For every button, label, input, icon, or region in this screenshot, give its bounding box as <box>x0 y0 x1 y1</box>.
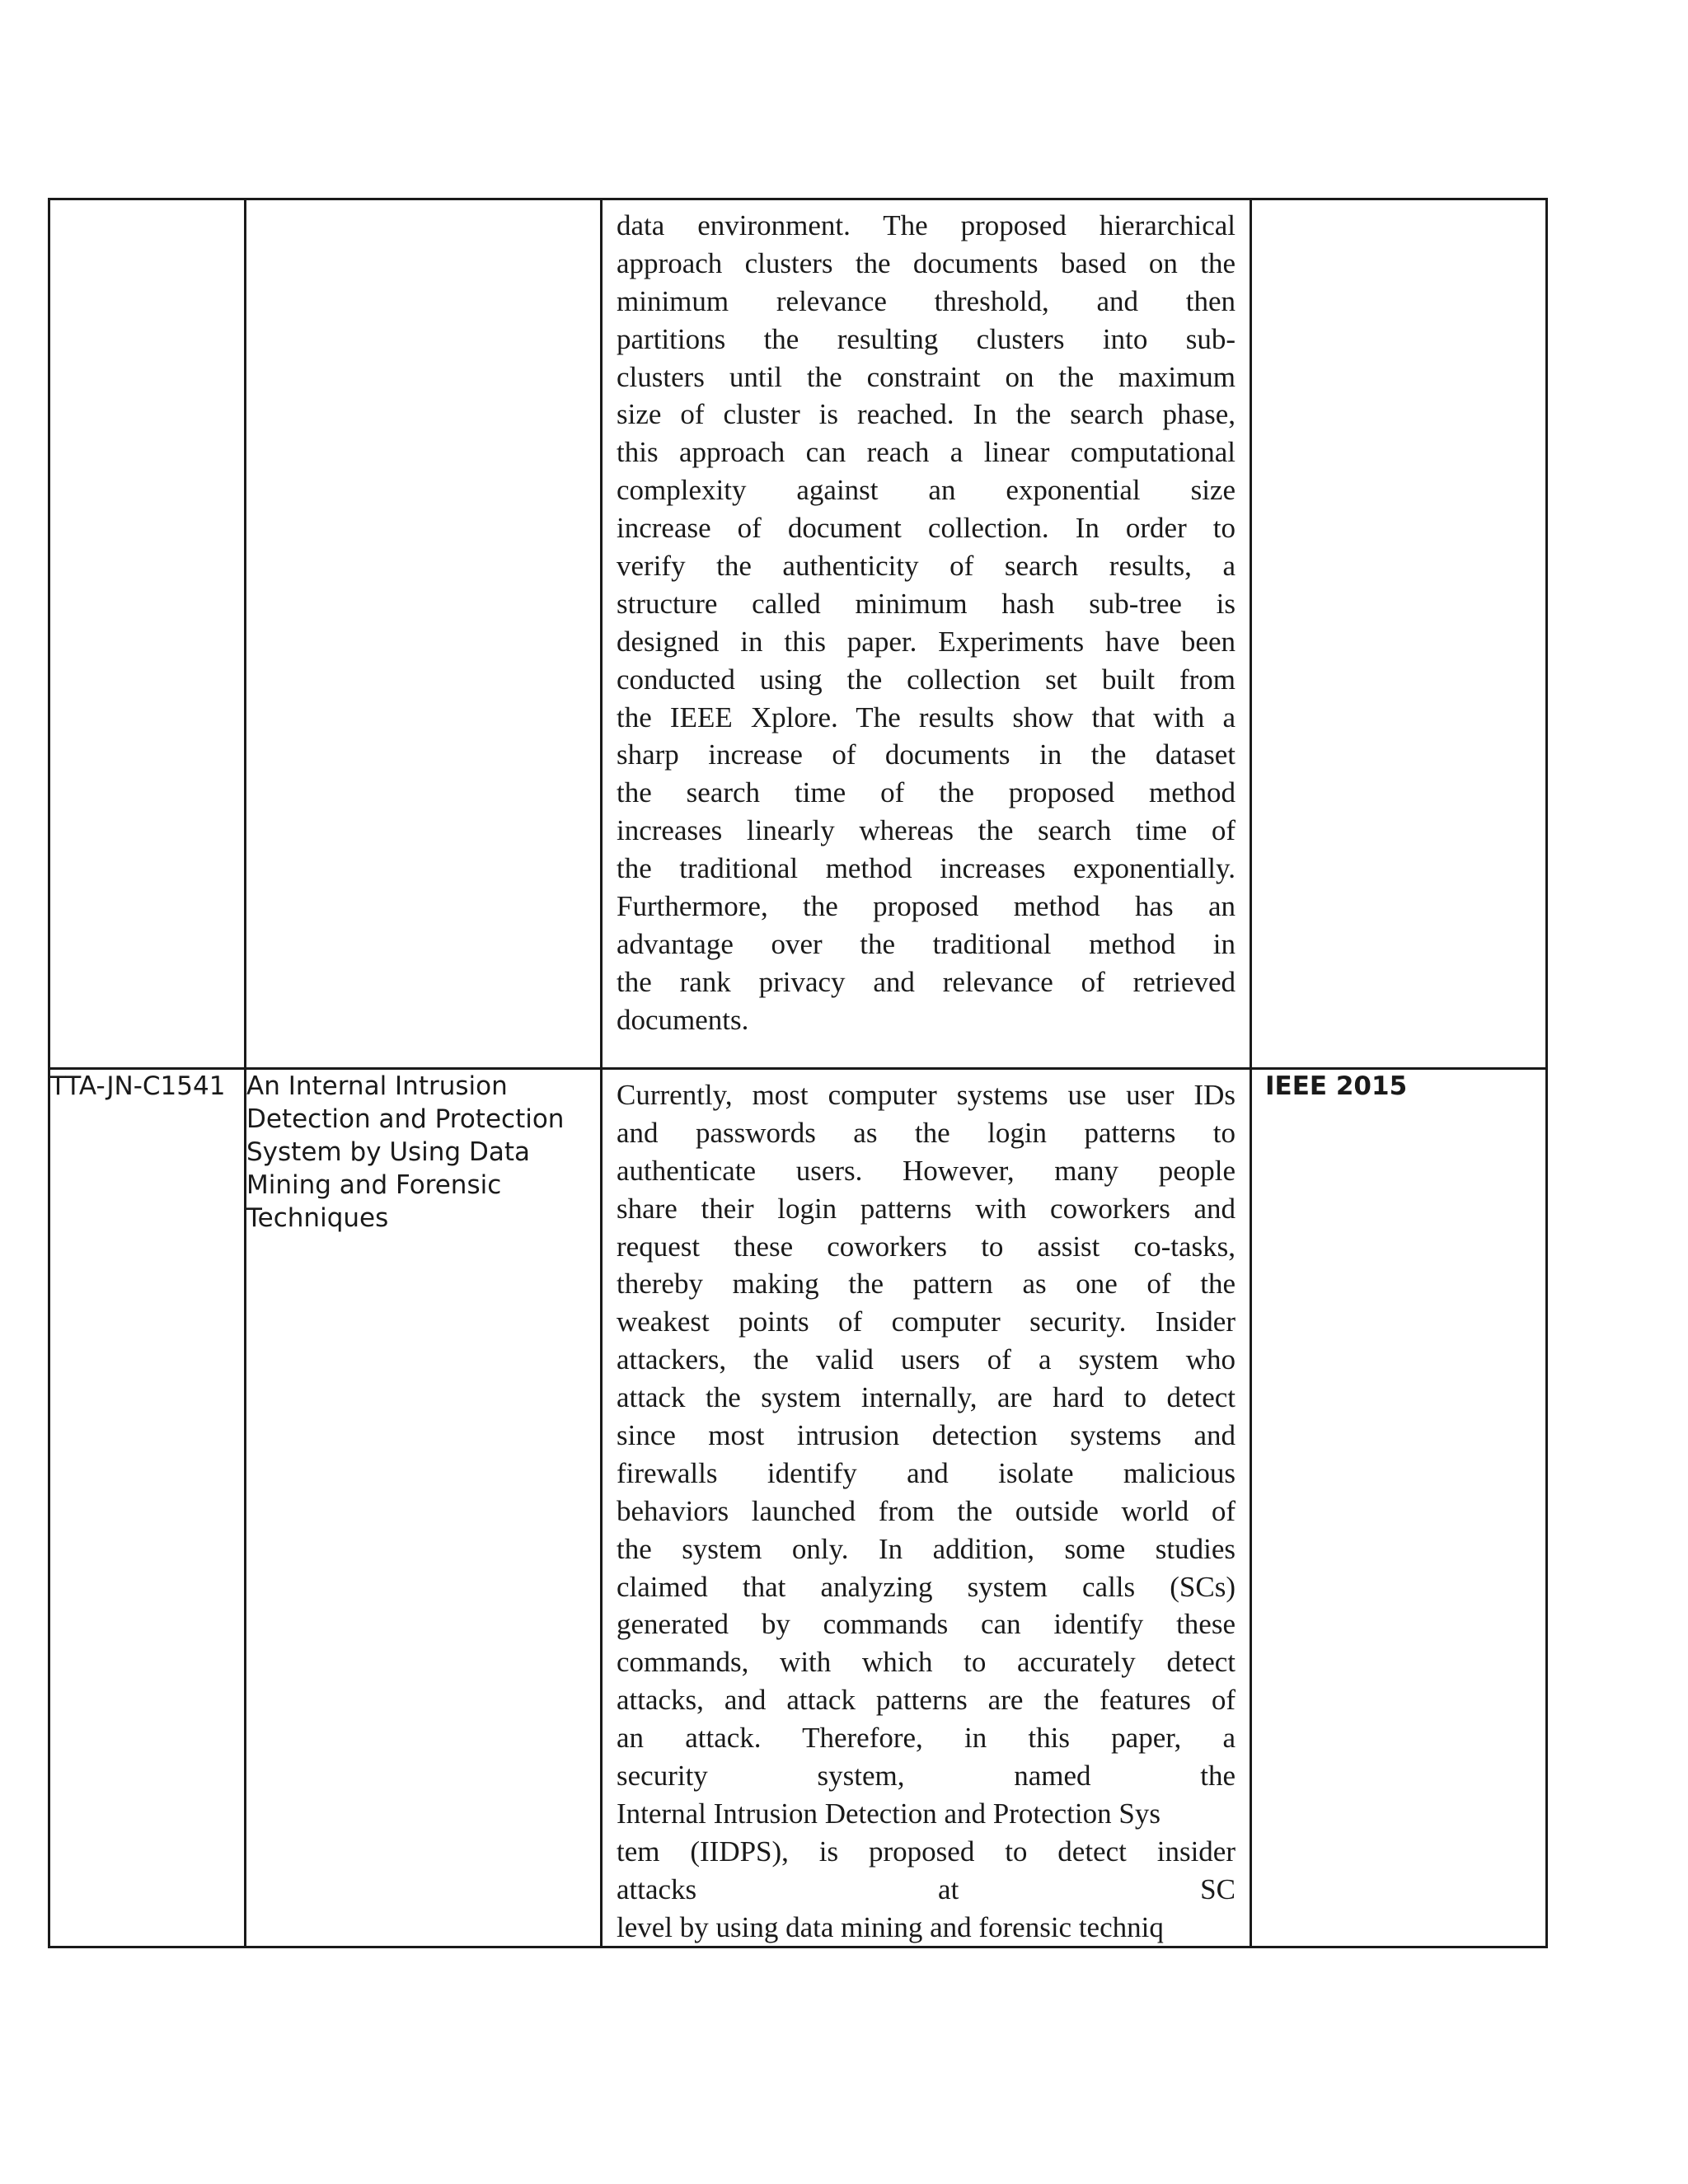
abstract-line: firewalls identify and isolate malicious <box>617 1456 1236 1489</box>
abstract-line: authenticate users. However, many people <box>617 1154 1236 1187</box>
abstract-line: weakest points of computer security. Insider <box>617 1305 1236 1338</box>
abstract-line: data environment. The proposed hierarchical <box>617 209 1236 241</box>
abstract-line: increases linearly whereas the search time of <box>617 814 1236 847</box>
abstract-line: share their login patterns with coworkers and <box>617 1192 1236 1225</box>
abstract-line: an attack. Therefore, in this paper, a <box>617 1722 1236 1755</box>
year-cell <box>1251 199 1547 1069</box>
abstract-line: documents. <box>617 1003 749 1036</box>
project-code-cell: TTA-JN-C1541 <box>49 1069 246 1947</box>
abstract-line: attackers, the valid users of a system who <box>617 1343 1236 1376</box>
abstract-line: the IEEE Xplore. The results show that with a <box>617 701 1236 733</box>
project-title-cell: An Internal Intrusion Detection and Protection System by Using Data Mining and Forensic Techniques <box>246 1069 602 1947</box>
abstract-line: structure called minimum hash sub-tree is <box>617 587 1236 620</box>
abstract-line: tem (IIDPS), is proposed to detect insider <box>617 1835 1236 1868</box>
abstract-line: request these coworkers to assist co-tasks, <box>617 1230 1236 1263</box>
abstract-line: attacks at SC <box>617 1872 1236 1905</box>
abstract-line: increase of document collection. In order to <box>617 512 1236 545</box>
abstract-line: conducted using the collection set built from <box>617 663 1236 696</box>
abstract-line: Currently, most computer systems use user IDs <box>617 1079 1236 1111</box>
abstract-line: Internal Intrusion Detection and Protection Sys <box>617 1797 1160 1830</box>
abstract-line: verify the authenticity of search results, a <box>617 550 1236 583</box>
abstract-line: complexity against an exponential size <box>617 474 1236 507</box>
abstract-cell <box>602 199 1251 1069</box>
publication-table <box>48 198 1548 1948</box>
abstract-line: this approach can reach a linear computational <box>617 436 1236 469</box>
abstract-line: clusters until the constraint on the maximum <box>617 360 1236 393</box>
abstract-line: and passwords as the login patterns to <box>617 1116 1236 1149</box>
project-code-cell <box>49 199 246 1069</box>
abstract-line: sharp increase of documents in the dataset <box>617 738 1236 771</box>
abstract-line: security system, named the <box>617 1760 1236 1793</box>
abstract-cell <box>602 1069 1251 1947</box>
year-cell: IEEE 2015 <box>1251 1069 1547 1947</box>
abstract-line: advantage over the traditional method in <box>617 927 1236 960</box>
abstract-line: size of cluster is reached. In the search phase, <box>617 398 1236 431</box>
table-row <box>49 1069 1547 1947</box>
abstract-line: commands, with which to accurately detect <box>617 1646 1236 1679</box>
abstract-line: the traditional method increases exponentially. <box>617 852 1236 885</box>
abstract-line: thereby making the pattern as one of the <box>617 1268 1236 1301</box>
project-title-cell <box>246 199 602 1069</box>
abstract-line: claimed that analyzing system calls (SCs) <box>617 1570 1236 1603</box>
abstract-line: approach clusters the documents based on the <box>617 246 1236 279</box>
abstract-line: generated by commands can identify these <box>617 1608 1236 1641</box>
abstract-line: attack the system internally, are hard to detect <box>617 1381 1236 1414</box>
abstract-line: behaviors launched from the outside world of <box>617 1494 1236 1527</box>
abstract-line: since most intrusion detection systems and <box>617 1419 1236 1452</box>
abstract-line: partitions the resulting clusters into sub- <box>617 322 1236 355</box>
abstract-line: the system only. In addition, some studies <box>617 1532 1236 1565</box>
abstract-line: the search time of the proposed method <box>617 776 1236 809</box>
table-row <box>49 199 1547 1069</box>
abstract-line: attacks, and attack patterns are the features of <box>617 1684 1236 1717</box>
abstract-line: designed in this paper. Experiments have been <box>617 625 1236 658</box>
abstract-line: the rank privacy and relevance of retrieved <box>617 965 1236 998</box>
abstract-line: minimum relevance threshold, and then <box>617 284 1236 317</box>
abstract-line: Furthermore, the proposed method has an <box>617 890 1236 923</box>
abstract-line: level by using data mining and forensic techniq <box>617 1910 1164 1943</box>
